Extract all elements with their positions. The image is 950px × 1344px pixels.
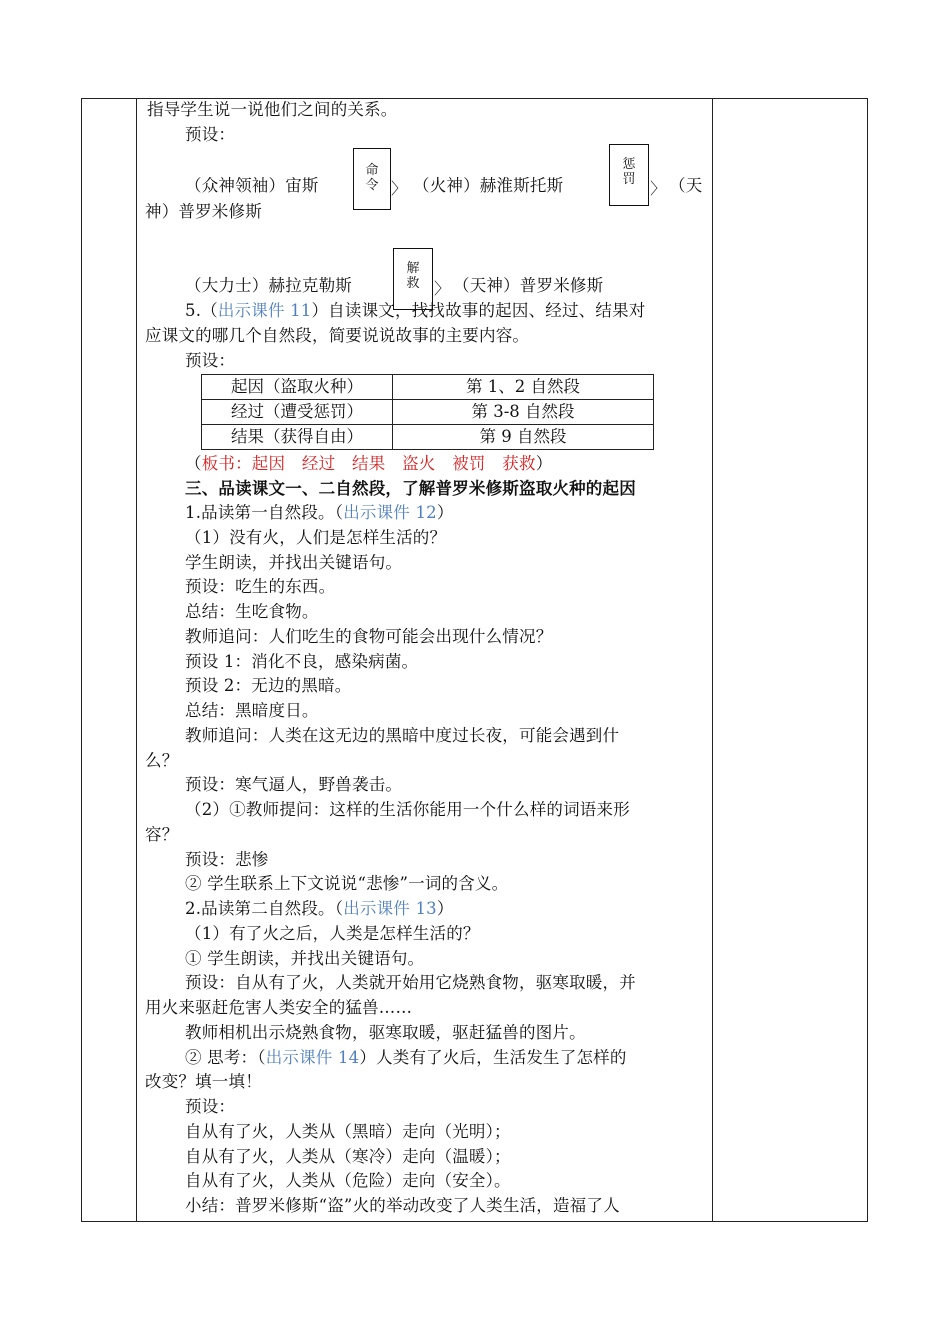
arrow-right-icon: 〉 [391, 179, 408, 198]
courseware-ref: 出示课件 11 [217, 301, 312, 320]
text-line: 应课文的哪几个自然段，简要说说故事的主要内容。 [145, 326, 530, 345]
courseware-ref: 出示课件 13 [343, 899, 437, 918]
text-line: ② 学生联系上下文说说“悲惨”一词的含义。 [185, 874, 509, 893]
text-line: 总结：黑暗度日。 [185, 701, 319, 720]
text-line [185, 897, 454, 921]
relation-node: （天 [669, 176, 703, 195]
relation-box-punish [609, 144, 649, 206]
relation-box-label: 命令 [365, 163, 379, 193]
text-line: 自从有了火，人类从（黑暗）走向（光明）； [185, 1122, 511, 1141]
text-line: 教师追问：人类在这无边的黑暗中度过长夜，可能会遇到什 [185, 726, 620, 745]
text-fragment: ） [436, 503, 454, 522]
relation-box-label: 解救 [406, 261, 420, 291]
relation-node: （天神）普罗米修斯 [453, 276, 604, 295]
text-line: 改变？填一填！ [145, 1072, 262, 1091]
board-text: 板书：起因 经过 结果 盗火 被罚 获救 [201, 454, 536, 473]
text-line: 小结：普罗米修斯“盗”火的举动改变了人类生活，造福了人 [185, 1196, 620, 1215]
text-fragment: 1.品读第一自然段。（ [185, 503, 344, 522]
relation-node: 神）普罗米修斯 [145, 202, 262, 221]
text-line [185, 299, 645, 323]
text-line: 预设 2：无边的黑暗。 [185, 676, 352, 695]
relation-box-command [353, 148, 391, 210]
table-cell: 第 9 自然段 [393, 425, 654, 450]
table-cell: 起因（盗取火种） [202, 375, 393, 400]
text-fragment: 5.（ [185, 301, 218, 320]
section-heading: 三、品读课文一、二自然段，了解普罗米修斯盗取火种的起因 [185, 479, 636, 498]
text-fragment: 2.品读第二自然段。（ [185, 899, 344, 918]
text-line: 学生朗读，并找出关键语句。 [185, 553, 403, 572]
text-line: ① 学生朗读，并找出关键语句。 [185, 949, 425, 968]
table-cell: 第 3-8 自然段 [393, 400, 654, 425]
relation-node: （火神）赫淮斯托斯 [413, 176, 564, 195]
table-row [202, 425, 654, 450]
column-divider-right [712, 98, 713, 1222]
text-line: 用火来驱赶危害人类安全的猛兽…… [145, 998, 413, 1017]
text-line: 自从有了火，人类从（危险）走向（安全）。 [185, 1171, 511, 1190]
board-notes [185, 452, 552, 476]
text-fragment: ）人类有了火后，生活发生了怎样的 [359, 1048, 627, 1067]
arrow-right-icon: 〉 [650, 179, 667, 198]
text-line [185, 501, 454, 525]
text-line [185, 1046, 627, 1070]
relation-node: （大力士）赫拉克勒斯 [185, 276, 352, 295]
text-fragment: ）自读课文，找找故事的起因、经过、结果对 [311, 301, 646, 320]
table-cell: 第 1、2 自然段 [393, 375, 654, 400]
table-row [202, 400, 654, 425]
story-structure-table [201, 374, 654, 450]
table-cell: 结果（获得自由） [202, 425, 393, 450]
text-fragment: （ [185, 454, 202, 473]
text-line: 预设：吃生的东西。 [185, 577, 336, 596]
column-divider-left [136, 98, 137, 1222]
text-line: 预设： [185, 125, 236, 144]
text-line: （2）①教师提问：这样的生活你能用一个什么样的词语来形 [185, 800, 630, 819]
text-line: 预设： [185, 1097, 236, 1116]
text-line: 指导学生说一说他们之间的关系。 [147, 100, 398, 119]
courseware-ref: 出示课件 14 [265, 1048, 360, 1067]
text-line: 预设：自从有了火，人类就开始用它烧熟食物，驱寒取暖，并 [185, 973, 636, 992]
table-row [202, 375, 654, 400]
text-line: 预设：寒气逼人，野兽袭击。 [185, 775, 403, 794]
text-line: 预设： [185, 351, 236, 370]
text-line: 么？ [145, 751, 179, 770]
arrow-right-icon: 〉 [434, 279, 451, 298]
text-line: 自从有了火，人类从（寒冷）走向（温暖）； [185, 1147, 511, 1166]
text-fragment: ） [436, 899, 454, 918]
text-line: （1）有了火之后，人类是怎样生活的？ [185, 924, 480, 943]
text-line: 教师相机出示烧熟食物，驱寒取暖，驱赶猛兽的图片。 [185, 1023, 586, 1042]
text-fragment: ） [535, 454, 553, 473]
relation-node: （众神领袖）宙斯 [185, 176, 319, 195]
text-line: 预设 1：消化不良，感染病菌。 [185, 652, 419, 671]
text-line: 容？ [145, 825, 179, 844]
courseware-ref: 出示课件 12 [343, 503, 437, 522]
text-line: 总结：生吃食物。 [185, 602, 319, 621]
table-cell: 经过（遭受惩罚） [202, 400, 393, 425]
text-line: （1）没有火，人们是怎样生活的？ [185, 528, 447, 547]
text-fragment: ② 思考：（ [185, 1048, 266, 1067]
relation-box-label: 惩罚 [622, 157, 636, 187]
text-line: 教师追问：人们吃生的食物可能会出现什么情况？ [185, 627, 553, 646]
text-line: 预设：悲惨 [185, 850, 269, 869]
